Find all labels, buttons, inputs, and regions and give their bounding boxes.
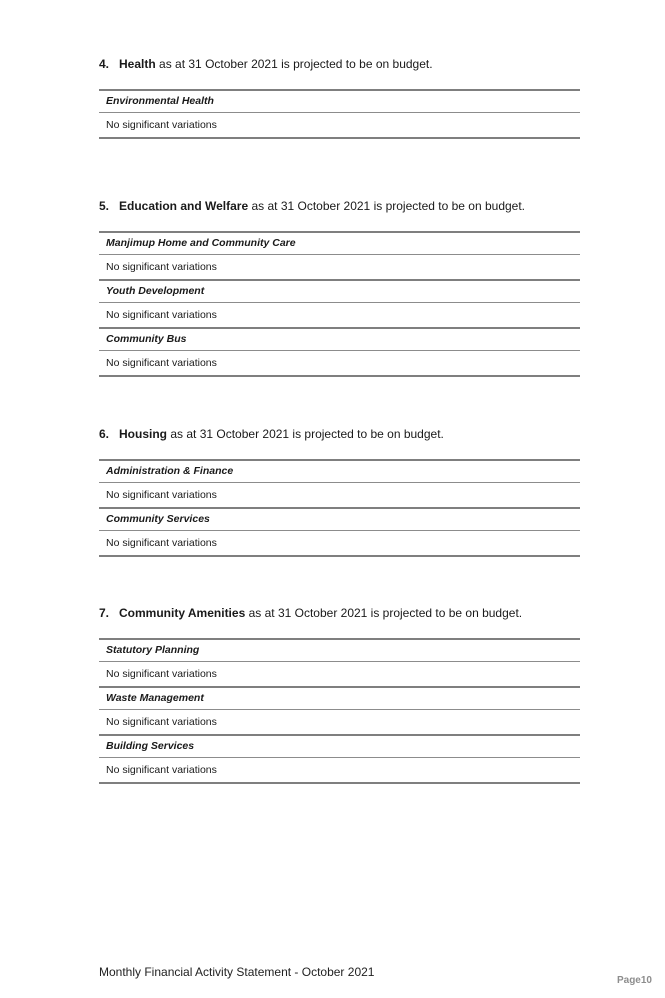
variations-table-housing (99, 459, 580, 557)
section-number: 5. (99, 199, 110, 213)
variation-note-cell: No significant variations (99, 531, 580, 557)
category-header-cell: Administration & Finance (99, 461, 580, 483)
category-header-cell: Waste Management (99, 688, 580, 710)
section-heading-text: as at 31 October 2021 is projected to be on budget. (159, 57, 433, 71)
section-heading-text: as at 31 October 2021 is projected to be on budget. (170, 427, 444, 441)
section-title: Health (119, 57, 156, 71)
section-heading-housing (99, 427, 580, 442)
category-header-cell: Manjimup Home and Community Care (99, 233, 580, 255)
variation-note-cell: No significant variations (99, 113, 580, 139)
variations-table-health (99, 89, 580, 139)
section-number: 7. (99, 606, 110, 620)
section-heading-health (99, 57, 580, 72)
section-title: Education and Welfare (119, 199, 249, 213)
variation-note-cell: No significant variations (99, 710, 580, 736)
category-header-cell: Youth Development (99, 281, 580, 303)
page-number: Page10 (616, 975, 652, 986)
section-heading-text: as at 31 October 2021 is projected to be on budget. (251, 199, 526, 213)
section-heading-education-welfare (99, 199, 580, 214)
section-number: 4. (99, 57, 110, 71)
variation-note-cell: No significant variations (99, 662, 580, 688)
category-header-cell: Environmental Health (99, 91, 580, 113)
section-title: Housing (119, 427, 167, 441)
variations-table-education-welfare (99, 231, 580, 377)
section-number: 6. (99, 427, 110, 441)
variation-note-cell: No significant variations (99, 351, 580, 377)
variation-note-cell: No significant variations (99, 303, 580, 329)
category-header-cell: Community Services (99, 509, 580, 531)
variation-note-cell: No significant variations (99, 255, 580, 281)
document-page (99, 57, 580, 784)
section-heading-text: as at 31 October 2021 is projected to be on budget. (248, 606, 523, 620)
variation-note-cell: No significant variations (99, 483, 580, 509)
variations-table-community-amenities (99, 638, 580, 784)
section-heading-community-amenities (99, 606, 580, 621)
category-header-cell: Statutory Planning (99, 640, 580, 662)
category-header-cell: Building Services (99, 736, 580, 758)
category-header-cell: Community Bus (99, 329, 580, 351)
variation-note-cell: No significant variations (99, 758, 580, 784)
section-title: Community Amenities (119, 606, 246, 620)
footer-title: Monthly Financial Activity Statement - October 2021 (99, 965, 375, 979)
